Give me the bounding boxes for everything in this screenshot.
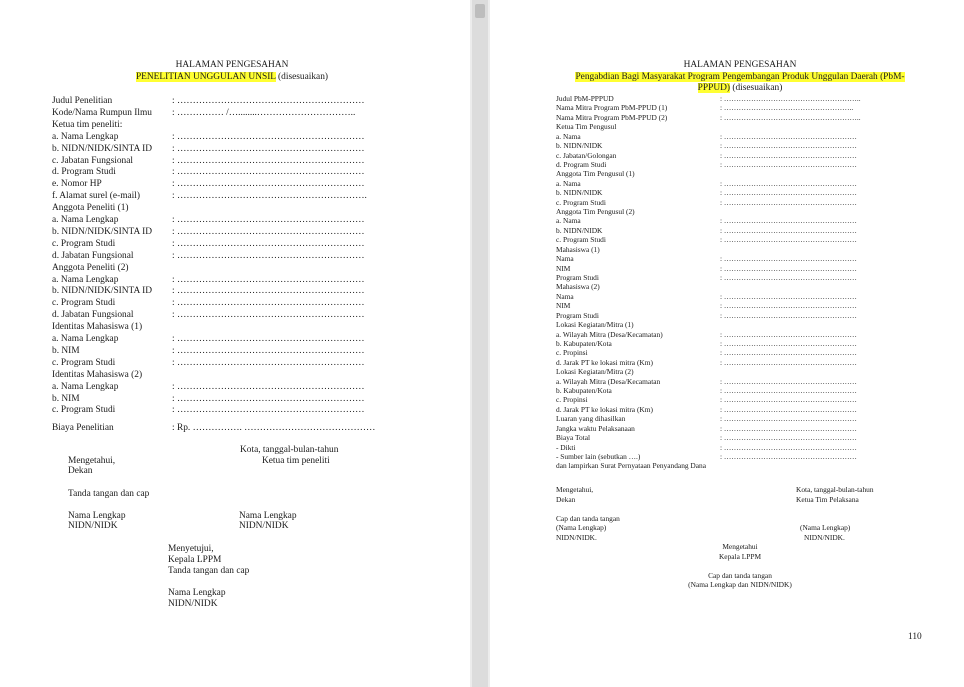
right-row-value: : ……………………………………………… (720, 301, 857, 311)
left-row-value: : …………………………………………………… (172, 310, 365, 321)
left-row-label: f. Alamat surel (e-mail) (52, 191, 140, 202)
left-row-value: : …………………………………………………… (172, 393, 365, 404)
left-row-label: a. Nama Lengkap (52, 334, 119, 344)
right-row-value: : ……………………………………………… (720, 395, 857, 405)
right-row-label: d. Jarak PT ke lokasi mitra (Km) (556, 404, 653, 414)
left-row-label: b. NIM (52, 393, 80, 404)
left-row-value: : ……………………………………………………. (172, 191, 367, 202)
left-kepala-lppm: Kepala LPPM (168, 555, 222, 565)
right-subtitle-rest: (disesuaikan) (729, 83, 783, 93)
right-row-value: : ……………………………………………… (720, 357, 857, 367)
right-row-label: c. Propinsi (556, 395, 588, 405)
left-subtitle-highlight: PENELITIAN UNGGULAN UNSIL (135, 72, 276, 82)
right-row-label: a. Nama (556, 131, 581, 141)
left-row-value: : …………………………………………………… (172, 167, 365, 178)
left-nama-lengkap-2: Nama Lengkap (239, 511, 297, 521)
right-row-label: b. Kabupaten/Kota (556, 386, 612, 396)
left-row-label: b. NIDN/NIDK/SINTA ID (52, 143, 153, 154)
right-nidn-1: NIDN/NIDK. (556, 533, 597, 542)
left-row-value: : …………………………………………………… (172, 215, 365, 225)
left-row-label: a. Nama Lengkap (52, 381, 119, 392)
right-kepala-lppm: Kepala LPPM (718, 552, 762, 561)
right-row-value: : ……………………………………………… (720, 216, 857, 226)
right-row-label: d. Jarak PT ke lokasi mitra (Km) (556, 357, 653, 367)
left-nidn-3: NIDN/NIDK (168, 599, 218, 609)
right-page-title: HALAMAN PENGESAHAN (683, 60, 797, 70)
right-row-value: : ……………………………………………… (720, 348, 857, 358)
right-row-label: Mahasiswa (1) (556, 244, 600, 254)
left-row-value: : …………………………………………………… (172, 250, 365, 261)
right-row-value: : ……………………………………………… (720, 150, 857, 160)
right-row-value: : ……………………………………………… (720, 159, 857, 169)
right-row-label: c. Program Studi (556, 197, 606, 207)
right-row-label: a. Nama (556, 216, 581, 226)
left-nidn-1: NIDN/NIDK (68, 521, 118, 531)
right-row-value: : …………………………………………….. (720, 103, 854, 113)
left-row-value: : …………………………………………………… (172, 143, 365, 154)
left-row-value: : …………………………………………………… (172, 381, 365, 392)
right-row-label: b. NIDN/NIDK (556, 141, 603, 151)
left-row-label: c. Program Studi (52, 238, 116, 249)
right-row-value: : ……………………………………………… (720, 376, 857, 386)
page-number: 110 (908, 632, 922, 642)
right-row-label: NIM (556, 301, 571, 311)
left-row-value: : …………………………………………………… (172, 298, 365, 309)
right-dekan: Dekan (556, 495, 576, 504)
left-row-value: : …………………………………………………… (172, 238, 365, 249)
right-row-label: Nama (556, 291, 574, 301)
right-row-value: : ……………………………………………….. (720, 94, 861, 103)
right-row-label: Judul PbM-PPPUD (556, 94, 614, 103)
document-page-right (490, 0, 964, 687)
left-row-value: : …………………………………………………… (172, 286, 365, 297)
right-row-label: a. Nama (556, 178, 581, 188)
right-row-value: : ……………………………………………… (720, 433, 857, 443)
left-nidn-2: NIDN/NIDK (239, 521, 289, 531)
right-row-value: : ……………………………………………… (720, 197, 857, 207)
right-row-label: a. Wilayah Mitra (Desa/Kecamatan) (556, 329, 663, 339)
right-row-label: Lokasi Kegiatan/Mitra (2) (556, 367, 634, 377)
right-cap-tanda-tangan: Cap dan tanda tangan (556, 514, 620, 523)
left-tanda-tangan-2: Tanda tangan dan cap (168, 566, 250, 576)
right-row-label: Mahasiswa (2) (556, 282, 600, 292)
right-mengetahui: Mengetahui, (556, 485, 594, 494)
left-kota-tanggal: Kota, tanggal-bulan-tahun (240, 445, 339, 455)
right-row-label: Nama Mitra Program PbM-PPUD (1) (556, 103, 668, 113)
left-mengetahui: Mengetahui, (68, 456, 116, 466)
right-row-label: Nama (556, 254, 574, 264)
right-row-value: : ……………………………………………… (720, 131, 857, 141)
right-ketua-tim: Ketua Tim Pelaksana (796, 495, 859, 504)
right-row-label: - Sumber lain (sebutkan ….) (556, 451, 641, 461)
right-mengetahui-2: Mengetahui (722, 542, 758, 551)
left-row-value: : …………………………………………………… (172, 405, 365, 416)
left-row-value: : …………………………………………………… (172, 274, 365, 285)
right-page-subtitle-line2 (530, 82, 950, 94)
left-row-label: d. Jabatan Fungsional (52, 310, 134, 321)
right-row-value: : ……………………………………………… (720, 291, 857, 301)
right-row-label: b. NIDN/NIDK (556, 225, 603, 235)
right-row-label: c. Propinsi (556, 348, 588, 358)
right-nidn-2: NIDN/NIDK. (804, 533, 845, 542)
left-ketua-tim: Ketua tim peneliti (262, 456, 330, 466)
right-row-label: c. Program Studi (556, 235, 606, 245)
right-row-value: : ……………………………………………… (720, 310, 857, 320)
right-row-value: : ……………………………………………… (720, 423, 857, 433)
left-tanda-tangan: Tanda tangan dan cap (68, 489, 150, 499)
right-row-value: : ……………………………………………… (720, 188, 857, 198)
left-row-value: : …………………………………………………… (172, 345, 365, 356)
right-row-value: : ……………………………………………… (720, 254, 857, 264)
right-row-label: dan lampirkan Surat Pernyataan Penyandang Dana (556, 461, 707, 471)
right-nama-lengkap-1: (Nama Lengkap) (556, 523, 607, 532)
right-row-label: Anggota Tim Pengusul (1) (556, 169, 635, 179)
right-row-label: c. Jabatan/Golongan (556, 150, 617, 160)
right-row-value: : ……………………………………………… (720, 272, 857, 282)
left-page-subtitle (50, 71, 414, 83)
left-row-label: Anggota Peneliti (2) (52, 262, 129, 273)
right-row-value: : ……………………………………………… (720, 414, 857, 424)
right-row-label: d. Program Studi (556, 159, 607, 169)
left-row-value: : …………… /…........………………………….. (172, 107, 356, 118)
left-dekan: Dekan (68, 466, 93, 476)
right-subtitle-line1-text: Pengabdian Bagi Masyarakat Program Pengembangan Produk Unggulan Daerah (PbM- (575, 72, 905, 82)
left-biaya-value: : Rp. ……………. …………………………………… (172, 423, 376, 433)
left-row-label: Anggota Peneliti (1) (52, 203, 129, 214)
right-row-value: : ……………………………………………… (720, 263, 857, 273)
left-row-value: : …………………………………………………… (172, 96, 365, 106)
right-row-value: : ……………………………………………… (720, 235, 857, 245)
right-row-label: NIM (556, 263, 571, 273)
right-row-value: : ……………………………………………… (720, 225, 857, 235)
left-nama-lengkap-3: Nama Lengkap (168, 588, 226, 598)
right-row-label: - Dikti (556, 442, 576, 452)
left-row-label: d. Program Studi (52, 167, 116, 178)
left-row-value: : …………………………………………………… (172, 179, 365, 190)
right-row-label: a. Wilayah Mitra (Desa/Kecamatan (556, 376, 661, 386)
right-row-label: Luaran yang dihasilkan (556, 414, 626, 424)
left-row-label: c. Jabatan Fungsional (52, 155, 133, 166)
right-row-value: : ……………………………………………… (720, 386, 857, 396)
right-row-value: : ……………………………………………… (720, 442, 857, 452)
left-row-label: a. Nama Lengkap (52, 215, 119, 225)
left-row-label: Identitas Mahasiswa (1) (52, 322, 143, 333)
left-row-label: Identitas Mahasiswa (2) (52, 369, 143, 380)
right-row-label: Jangka waktu Pelaksanaan (556, 423, 635, 433)
document-page-left (0, 0, 470, 687)
right-row-value: : ……………………………………………….. (720, 112, 861, 122)
left-row-value: : …………………………………………………… (172, 155, 365, 166)
left-row-label: c. Program Studi (52, 298, 116, 309)
right-row-label: Program Studi (556, 272, 599, 282)
right-nama-nidn: (Nama Lengkap dan NIDN/NIDK) (688, 580, 792, 589)
scrollbar[interactable] (472, 0, 488, 687)
right-row-label: Biaya Total (556, 433, 591, 443)
right-kota-tanggal: Kota, tanggal-bulan-tahun (796, 485, 874, 494)
left-row-label: b. NIDN/NIDK/SINTA ID (52, 226, 153, 237)
right-row-label: Ketua Tim Pengusul (556, 122, 617, 132)
left-row-label: b. NIDN/NIDK/SINTA ID (52, 286, 153, 297)
right-row-label: Lokasi Kegiatan/Mitra (1) (556, 320, 634, 330)
left-biaya-label: Biaya Penelitian (52, 423, 114, 433)
right-row-value: : ……………………………………………… (720, 404, 857, 414)
left-row-label: a. Nama Lengkap (52, 131, 119, 142)
right-cap-tanda-tangan-2: Cap dan tanda tangan (708, 571, 772, 580)
scrollbar-thumb[interactable] (475, 4, 485, 18)
left-row-label: Ketua tim peneliti: (52, 119, 123, 130)
left-menyetujui: Menyetujui, (168, 544, 214, 554)
right-row-value: : ……………………………………………… (720, 329, 857, 339)
left-row-value: : …………………………………………………… (172, 226, 365, 237)
left-row-label: a. Nama Lengkap (52, 274, 119, 285)
right-nama-lengkap-2: (Nama Lengkap) (800, 523, 851, 532)
right-row-label: Anggota Tim Pengusul (2) (556, 207, 635, 217)
right-row-label: Program Studi (556, 310, 599, 320)
right-row-label: Nama Mitra Program PbM-PPUD (2) (556, 112, 668, 122)
left-row-label: Judul Penelitian (52, 96, 113, 106)
left-row-value: : …………………………………………………… (172, 334, 365, 344)
right-row-label: b. Kabupaten/Kota (556, 338, 612, 348)
left-row-value: : …………………………………………………… (172, 357, 365, 368)
left-row-label: b. NIM (52, 345, 80, 356)
left-nama-lengkap-1: Nama Lengkap (68, 511, 126, 521)
left-row-label: c. Program Studi (52, 357, 116, 368)
right-row-value: : ……………………………………………… (720, 338, 857, 348)
right-row-value: : ……………………………………………… (720, 141, 857, 151)
right-subtitle-highlight: PPPUD) (697, 83, 730, 93)
right-row-value: : ……………………………………………… (720, 178, 857, 188)
left-row-value: : …………………………………………………… (172, 131, 365, 142)
left-subtitle-rest: (disesuaikan) (275, 72, 329, 82)
right-row-label: b. NIDN/NIDK (556, 188, 603, 198)
left-row-label: d. Jabatan Fungsional (52, 250, 134, 261)
right-row-value: : ……………………………………………… (720, 451, 857, 461)
left-row-label: Kode/Nama Rumpun Ilmu (52, 107, 152, 118)
left-row-label: c. Program Studi (52, 405, 116, 416)
left-page-title: HALAMAN PENGESAHAN (175, 60, 289, 70)
left-row-label: e. Nomor HP (52, 179, 102, 190)
